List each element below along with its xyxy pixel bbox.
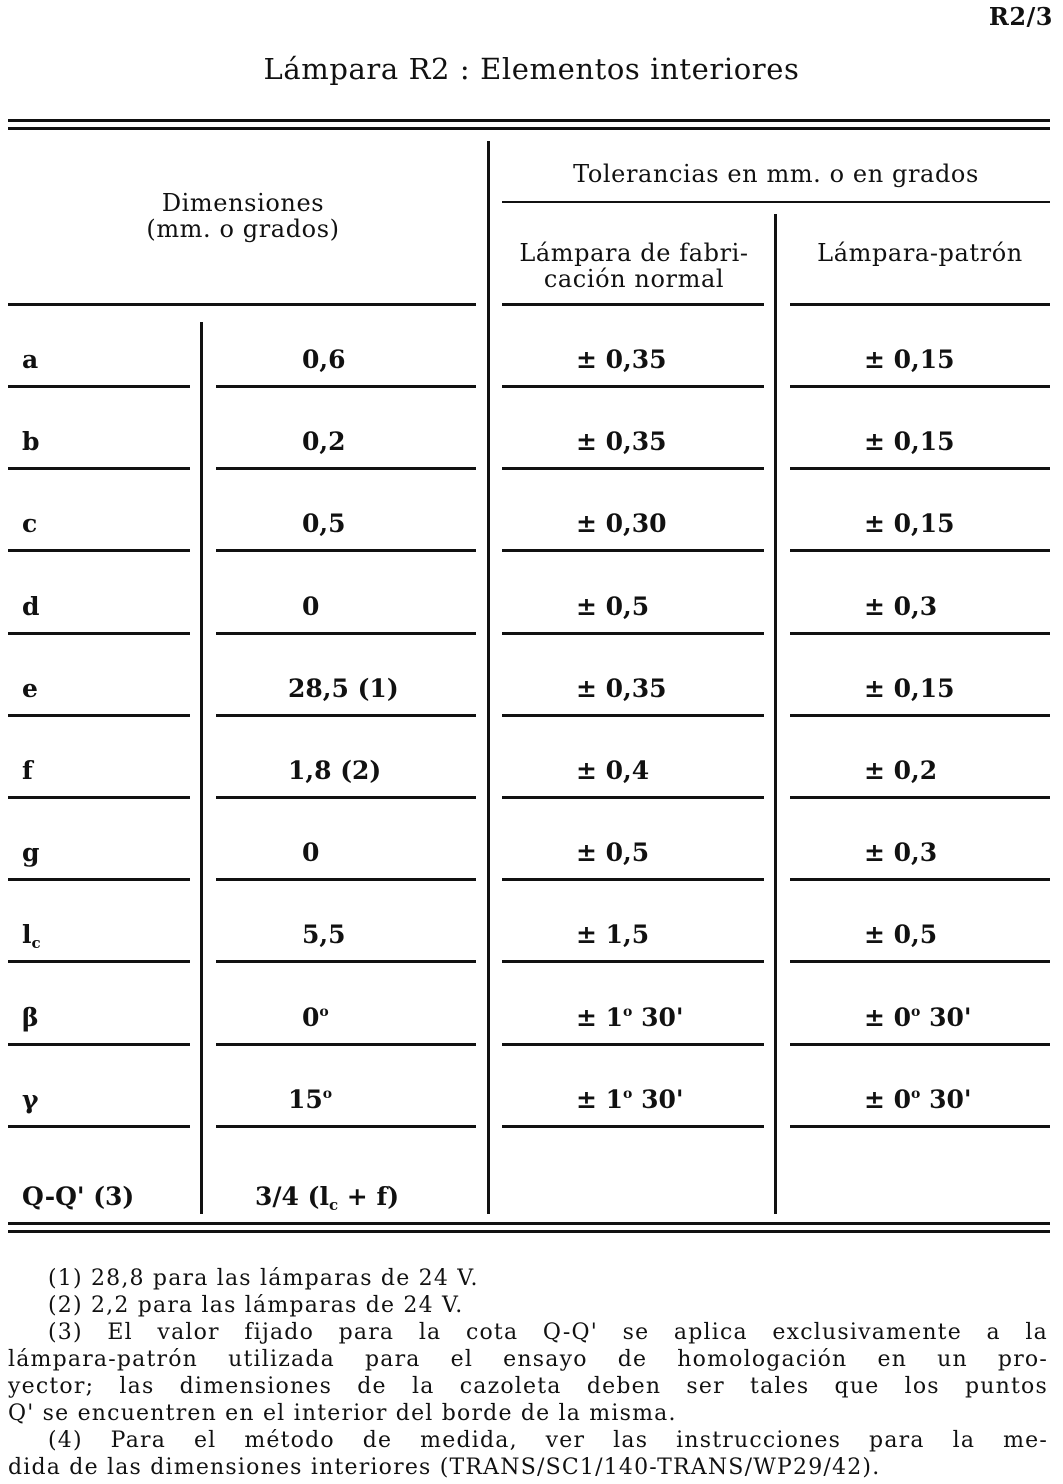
row-rule-dimension — [216, 960, 476, 963]
tolerance-value: ± 0,35 — [576, 674, 667, 703]
footnote-3-line1: (3) El valor fijado para la cota Q-Q' se aplica exclusivamente a la — [48, 1320, 1048, 1345]
tolerance-value: ± 0,15 — [864, 345, 955, 374]
tolerance-degrees: ± 0 — [864, 1085, 912, 1114]
header-rule-normal — [502, 303, 764, 306]
tolerance-value: ± 0,5 — [576, 838, 650, 867]
dimension-value: 0 — [302, 592, 320, 621]
row-tolerance-normal — [576, 427, 667, 457]
tolerance-value: ± 0,3 — [864, 838, 938, 867]
row-rule-symbol — [8, 960, 190, 963]
row-tolerance-normal — [576, 509, 667, 539]
row-symbol — [22, 1182, 134, 1212]
tolerance-value: ± 0,5 — [576, 592, 650, 621]
tolerance-value: ± 0,15 — [864, 427, 955, 456]
row-symbol — [22, 592, 39, 622]
degree-sign: o — [623, 1086, 633, 1102]
row-rule-symbol — [8, 467, 190, 470]
row-tolerance-normal — [576, 592, 649, 622]
row-tolerance-normal — [576, 674, 667, 704]
row-rule-standard — [790, 1125, 1050, 1128]
page-title: Lámpara R2 : Elementos interiores — [263, 52, 800, 86]
row-rule-normal — [502, 385, 764, 388]
symbol-text: e — [22, 674, 38, 703]
row-rule-normal — [502, 796, 764, 799]
tolerance-degrees: ± 0 — [864, 1003, 912, 1032]
row-symbol — [22, 756, 33, 786]
row-dimension — [302, 427, 346, 457]
degree-sign: o — [319, 1004, 329, 1020]
tolerance-value: ± 0,5 — [864, 920, 938, 949]
dimension-value: 0 — [302, 1003, 320, 1032]
row-rule-standard — [790, 632, 1050, 635]
row-rule-standard — [790, 549, 1050, 552]
row-tolerance-standard — [864, 592, 937, 622]
tolerance-value: ± 0,15 — [864, 674, 955, 703]
row-rule-dimension — [216, 1125, 476, 1128]
header-normal-line1: Lámpara de fabri- — [519, 239, 749, 267]
dimension-value: 0,2 — [302, 427, 346, 456]
row-rule-standard — [790, 960, 1050, 963]
row-symbol — [22, 674, 38, 704]
symbol-text: c — [22, 509, 38, 538]
row-symbol — [22, 1085, 39, 1115]
symbol-text: d — [22, 592, 40, 621]
row-tolerance-standard — [864, 674, 955, 704]
dimension-value: 15 — [288, 1085, 323, 1114]
tolerance-value: ± 0,35 — [576, 427, 667, 456]
row-dimension — [288, 674, 399, 704]
row-rule-dimension — [216, 1043, 476, 1046]
row-dimension — [302, 838, 319, 868]
row-tolerance-normal — [576, 345, 667, 375]
header-dimensions — [8, 190, 478, 242]
row-tolerance-standard — [864, 1085, 972, 1115]
row-rule-normal — [502, 1125, 764, 1128]
tolerance-value: ± 0,30 — [576, 509, 667, 538]
tolerance-minutes: 30' — [632, 1003, 684, 1032]
column-divider-tolerances — [774, 214, 777, 1214]
row-tolerance-normal — [576, 838, 649, 868]
degree-sign: o — [322, 1086, 333, 1102]
row-rule-normal — [502, 714, 764, 717]
row-rule-standard — [790, 796, 1050, 799]
dimension-value: 0,6 — [302, 345, 346, 374]
row-rule-symbol — [8, 1043, 190, 1046]
symbol-text: b — [22, 427, 40, 456]
column-divider-main — [487, 141, 490, 1214]
footnote-3-line4: Q' se encuentren en el interior del borde de la misma. — [8, 1401, 677, 1426]
row-tolerance-standard — [864, 920, 937, 950]
row-dimension — [302, 509, 346, 539]
row-rule-symbol — [8, 878, 190, 881]
row-symbol — [22, 509, 37, 539]
tolerance-value: ± 0,3 — [864, 592, 938, 621]
tolerance-value: ± 0,35 — [576, 345, 667, 374]
header-tolerances: Tolerancias en mm. o en grados — [573, 160, 979, 188]
footnote-3-line3: yector; las dimensiones de la cazoleta deben ser tales que los puntos — [8, 1374, 1048, 1399]
row-dimension — [302, 345, 346, 375]
row-symbol — [22, 1003, 39, 1033]
row-rule-dimension — [216, 467, 476, 470]
symbol-subscript: c — [31, 934, 41, 952]
row-rule-standard — [790, 1043, 1050, 1046]
tolerance-minutes: 30' — [920, 1085, 972, 1114]
top-rule-2 — [8, 127, 1050, 130]
row-tolerance-normal — [576, 1003, 684, 1033]
bottom-rule-2 — [8, 1230, 1050, 1233]
degree-sign: o — [911, 1004, 921, 1020]
row-dimension — [302, 920, 346, 950]
row-symbol — [22, 920, 41, 958]
header-rule-standard — [790, 303, 1050, 306]
symbol-text: f — [22, 756, 33, 785]
footnote-4-line2: dida de las dimensiones interiores (TRANS/SC1/140-TRANS/WP29/42). — [8, 1455, 881, 1480]
tolerance-value: ± 0,2 — [864, 756, 938, 785]
symbol-text: g — [22, 838, 40, 867]
tolerance-degrees: ± 1 — [576, 1085, 624, 1114]
row-rule-symbol — [8, 632, 190, 635]
dimension-value: 28,5 (1) — [288, 674, 399, 703]
row-dimension — [288, 1085, 332, 1115]
row-rule-symbol — [8, 385, 190, 388]
row-rule-normal — [502, 878, 764, 881]
symbol-text: β — [22, 1003, 39, 1032]
tolerance-value: ± 1,5 — [576, 920, 650, 949]
row-rule-standard — [790, 385, 1050, 388]
row-rule-normal — [502, 467, 764, 470]
tolerance-minutes: 30' — [632, 1085, 684, 1114]
row-rule-symbol — [8, 796, 190, 799]
row-tolerance-standard — [864, 756, 937, 786]
row-rule-standard — [790, 714, 1050, 717]
bottom-rule — [8, 1222, 1050, 1225]
dimension-pre: 3/4 (l — [255, 1182, 329, 1211]
footnote-1: (1) 28,8 para las lámparas de 24 V. — [48, 1266, 479, 1291]
header-dimensions-line1: Dimensiones — [161, 189, 325, 217]
row-symbol — [22, 838, 39, 868]
footnotes — [8, 1265, 1048, 1481]
dimension-value: 1,8 (2) — [288, 756, 382, 785]
footnote-4-line1: (4) Para el método de medida, ver las instrucciones para la me- — [48, 1428, 1048, 1453]
row-symbol — [22, 427, 39, 457]
header-normal-line2: cación normal — [543, 265, 725, 293]
row-dimension — [302, 1003, 329, 1033]
symbol-text: Q-Q' (3) — [22, 1182, 135, 1211]
dimension-subscript: c — [328, 1196, 339, 1214]
row-tolerance-standard — [864, 345, 955, 375]
header-standard-lamp: Lámpara-patrón — [817, 239, 1023, 267]
row-rule-dimension — [216, 632, 476, 635]
header-rule-dim — [8, 303, 476, 306]
row-rule-standard — [790, 878, 1050, 881]
dimension-value: 0,5 — [302, 509, 346, 538]
row-rule-normal — [502, 632, 764, 635]
row-tolerance-standard — [864, 509, 955, 539]
degree-sign: o — [911, 1086, 921, 1102]
row-tolerance-normal — [576, 1085, 684, 1115]
row-rule-symbol — [8, 549, 190, 552]
row-rule-dimension — [216, 878, 476, 881]
dimension-value: 5,5 — [302, 920, 346, 949]
row-rule-symbol — [8, 1125, 190, 1128]
tolerance-value: ± 0,15 — [864, 509, 955, 538]
row-dimension — [302, 592, 319, 622]
header-tolerances-rule — [502, 201, 1050, 203]
symbol-text: γ — [22, 1085, 39, 1114]
row-tolerance-normal — [576, 756, 649, 786]
symbol-main: l — [22, 920, 32, 949]
row-rule-symbol — [8, 714, 190, 717]
row-rule-dimension — [216, 714, 476, 717]
page-number: R2/3 — [988, 2, 1053, 31]
row-tolerance-normal — [576, 920, 649, 950]
row-rule-dimension — [216, 385, 476, 388]
row-symbol — [22, 345, 38, 375]
row-tolerance-standard — [864, 838, 937, 868]
header-normal-lamp — [502, 240, 766, 292]
row-tolerance-standard — [864, 1003, 972, 1033]
header-dimensions-line2: (mm. o grados) — [146, 215, 340, 243]
footnote-3-line2: lámpara-patrón utilizada para el ensayo de homologación en un pro- — [8, 1347, 1048, 1372]
tolerance-degrees: ± 1 — [576, 1003, 624, 1032]
row-rule-dimension — [216, 549, 476, 552]
row-rule-dimension — [216, 796, 476, 799]
footnote-2: (2) 2,2 para las lámparas de 24 V. — [48, 1293, 464, 1318]
row-rule-normal — [502, 960, 764, 963]
row-rule-standard — [790, 467, 1050, 470]
dimension-post: + f) — [338, 1182, 400, 1211]
tolerance-minutes: 30' — [920, 1003, 972, 1032]
row-tolerance-standard — [864, 427, 955, 457]
degree-sign: o — [623, 1004, 633, 1020]
row-rule-normal — [502, 1043, 764, 1046]
symbol-text: a — [22, 345, 39, 374]
top-rule — [8, 119, 1050, 122]
row-rule-normal — [502, 549, 764, 552]
row-dimension — [255, 1182, 399, 1220]
dimension-value: 0 — [302, 838, 320, 867]
row-dimension — [288, 756, 381, 786]
column-divider-dimensions — [200, 322, 203, 1214]
tolerance-value: ± 0,4 — [576, 756, 650, 785]
